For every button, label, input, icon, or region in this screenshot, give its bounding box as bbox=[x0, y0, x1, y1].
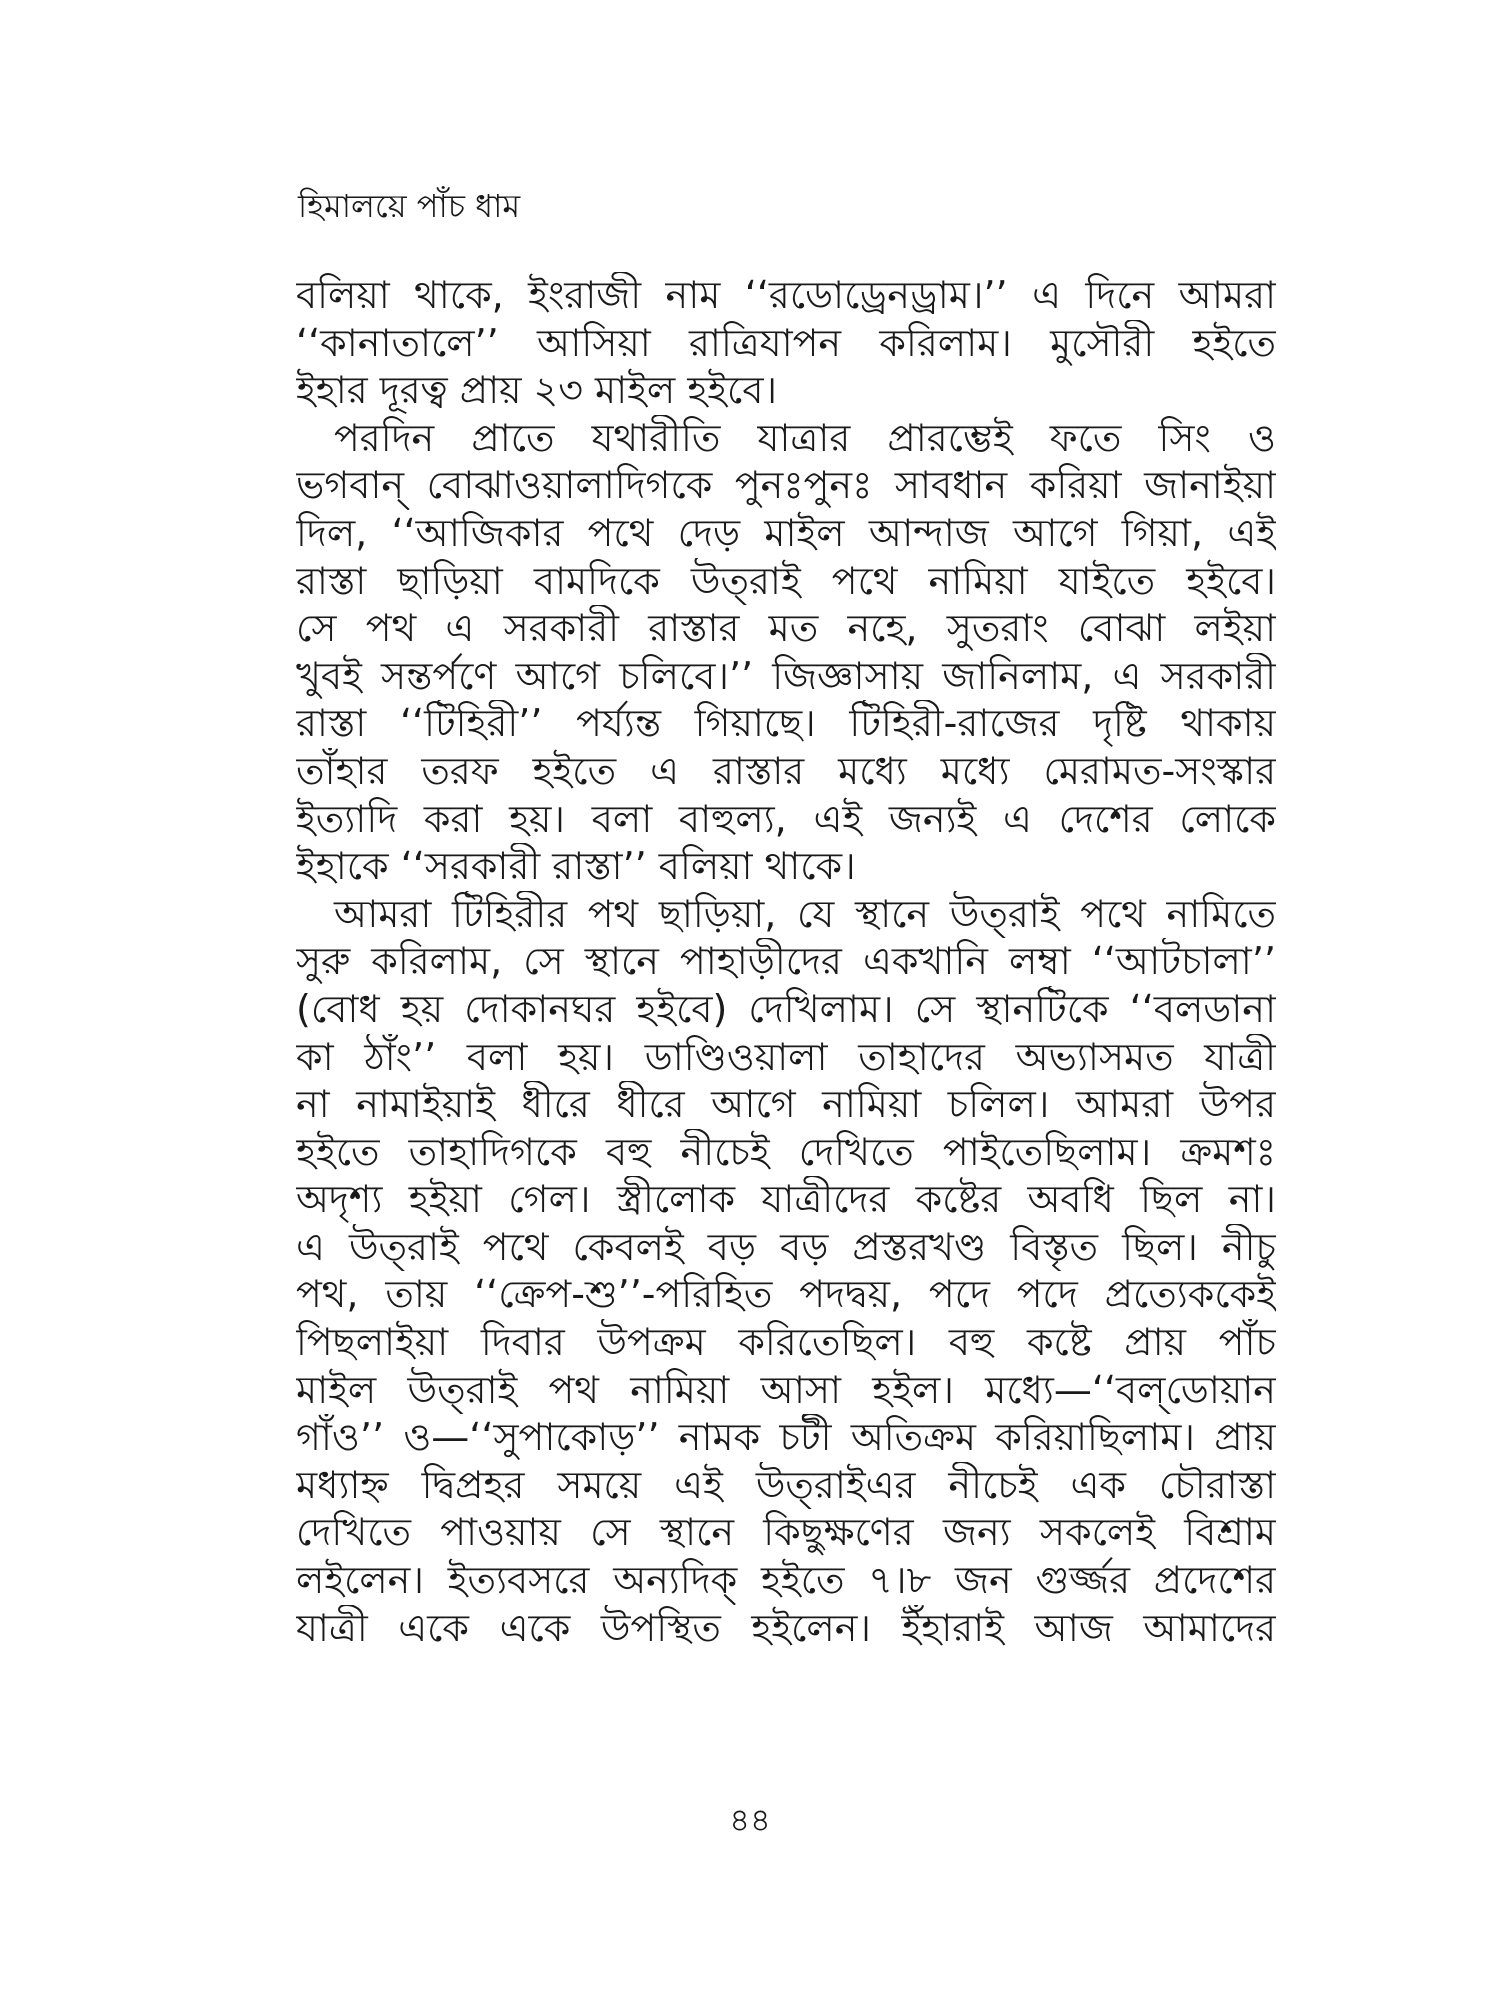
text-line: লইলেন। ইত্যবসরে অন্যদিক্ হইতে ৭।৮ জন গুর্জ্জর প্রদেশের bbox=[296, 1558, 1276, 1603]
text-line: খুবই সন্তর্পণে আগে চলিবে।’’ জিজ্ঞাসায় জানিলাম, এ সরকারী bbox=[296, 653, 1276, 698]
text-line: বলিয়া থাকে, ইংরাজী নাম ‘‘রডোড্রেনড্রাম।’’ এ দিনে আমরা bbox=[296, 273, 1276, 317]
text-line: ‘‘কানাতালে’’ আসিয়া রাত্রিযাপন করিলাম। মুসৌরী হইতে bbox=[296, 320, 1276, 365]
text-line: সুরু করিলাম, সে স্থানে পাহাড়ীদের একখানি লম্বা ‘‘আটচালা’’ bbox=[296, 939, 1276, 984]
text-line: এ উত্‌রাই পথে কেবলই বড় বড় প্রস্তরখণ্ড বিস্তৃত ছিল। নীচু bbox=[296, 1224, 1276, 1269]
text-line: সে পথ এ সরকারী রাস্তার মত নহে, সুতরাং বোঝা লইয়া bbox=[296, 606, 1276, 651]
text-line: পথ, তায় ‘‘ক্রেপ-শু’’-পরিহিত পদদ্বয়, পদে পদে প্রত্যেককেই bbox=[296, 1272, 1276, 1317]
text-line: মধ্যাহ্ন দ্বিপ্রহর সময়ে এই উত্‌রাইএর নীচেই এক চৌরাস্তা bbox=[296, 1462, 1276, 1507]
text-line: রাস্তা ‘‘টিহিরী’’ পর্য্যন্ত গিয়াছে। টিহিরী-রাজের দৃষ্টি থাকায় bbox=[296, 701, 1276, 746]
page-number: ৪৪ bbox=[729, 1801, 771, 1839]
text-line: (বোধ হয় দোকানঘর হইবে) দেখিলাম। সে স্থানটিকে ‘‘বলডানা bbox=[296, 986, 1276, 1031]
text-line: পিছলাইয়া দিবার উপক্রম করিতেছিল। বহু কষ্টে প্রায় পাঁচ bbox=[296, 1320, 1276, 1365]
text-line: ইত্যাদি করা হয়। বলা বাহুল্য, এই জন্যই এ দেশের লোকে bbox=[296, 796, 1276, 841]
text-line: তাঁহার তরফ হইতে এ রাস্তার মধ্যে মধ্যে মেরামত-সংস্কার bbox=[296, 748, 1276, 793]
text-line: দিল, ‘‘আজিকার পথে দেড় মাইল আন্দাজ আগে গিয়া, এই bbox=[296, 510, 1276, 555]
text-line: গাঁও’’ ও—‘‘সুপাকোড়’’ নামক চটী অতিক্রম করিয়াছিলাম। প্রায় bbox=[296, 1415, 1276, 1460]
text-line: ভগবান্ বোঝাওয়ালাদিগকে পুনঃপুনঃ সাবধান করিয়া জানাইয়া bbox=[296, 463, 1276, 508]
body-text bbox=[296, 272, 1276, 1652]
text-line: না নামাইয়াই ধীরে ধীরে আগে নামিয়া চলিল। আমরা উপর bbox=[296, 1082, 1276, 1127]
paragraph-start-line: পরদিন প্রাতে যথারীতি যাত্রার প্রারম্ভেই ফতে সিং ও bbox=[334, 415, 1276, 460]
text-line: ইহাকে ‘‘সরকারী রাস্তা’’ বলিয়া থাকে। bbox=[296, 844, 856, 889]
text-line: রাস্তা ছাড়িয়া বামদিকে উত্‌রাই পথে নামিয়া যাইতে হইবে। bbox=[296, 558, 1276, 603]
paragraph-start-line: আমরা টিহিরীর পথ ছাড়িয়া, যে স্থানে উত্‌রাই পথে নামিতে bbox=[334, 891, 1276, 936]
running-head: হিমালয়ে পাঁচ ধাম bbox=[298, 187, 521, 225]
text-line: ইহার দূরত্ব প্রায় ২৩ মাইল হইবে। bbox=[296, 368, 778, 413]
text-line: হইতে তাহাদিগকে বহু নীচেই দেখিতে পাইতেছিলাম। ক্রমশঃ bbox=[296, 1129, 1276, 1174]
text-line: অদৃশ্য হইয়া গেল। স্ত্রীলোক যাত্রীদের কষ্টের অবধি ছিল না। bbox=[296, 1177, 1276, 1222]
text-line: যাত্রী একে একে উপস্থিত হইলেন। ইঁহারাই আজ আমাদের bbox=[296, 1605, 1276, 1650]
text-line: মাইল উত্‌রাই পথ নামিয়া আসা হইল। মধ্যে—‘‘বল্‌ডোয়ান bbox=[296, 1367, 1276, 1412]
text-line: দেখিতে পাওয়ায় সে স্থানে কিছুক্ষণের জন্য সকলেই বিশ্রাম bbox=[296, 1510, 1276, 1555]
text-line: কা ঠাঁং’’ বলা হয়। ডাণ্ডিওয়ালা তাহাদের অভ্যাসমত যাত্রী bbox=[296, 1034, 1276, 1079]
